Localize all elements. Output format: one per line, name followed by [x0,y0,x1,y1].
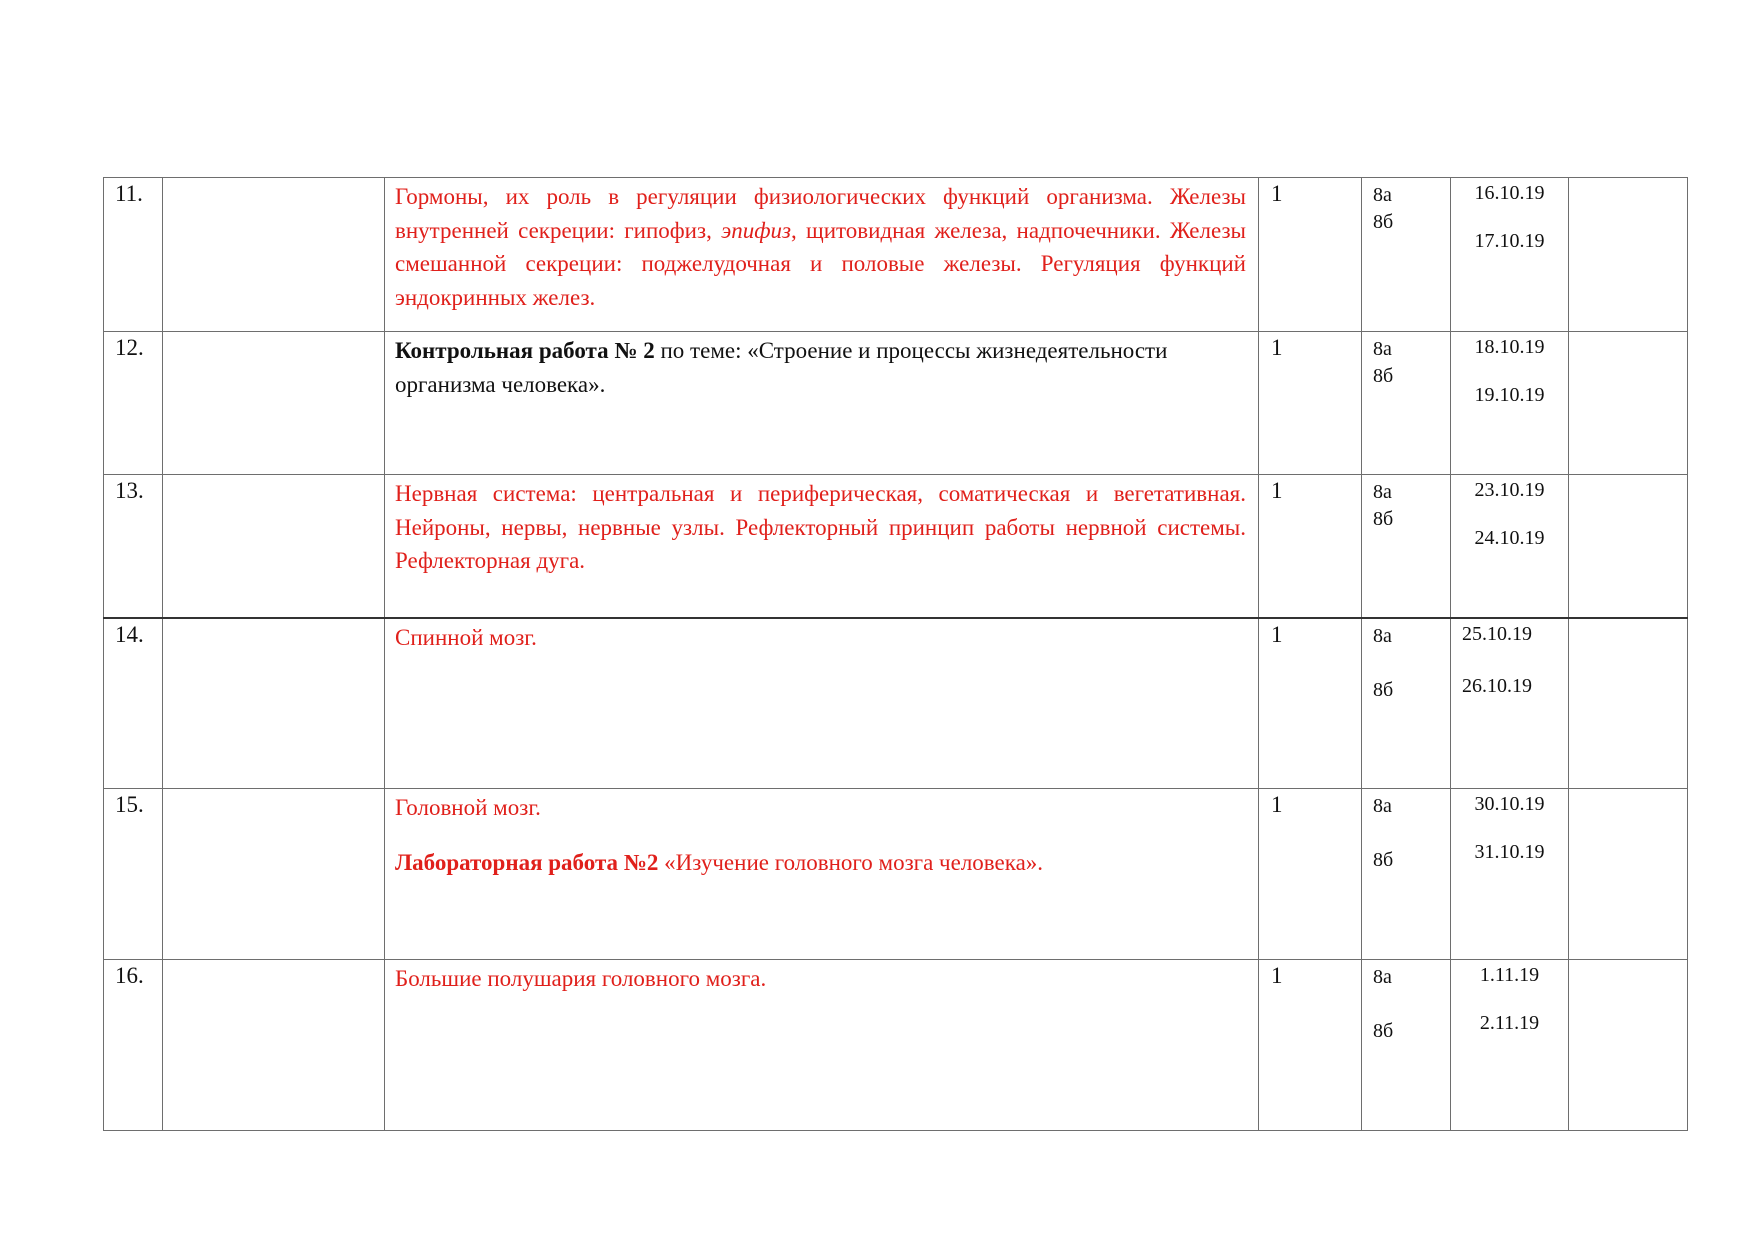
class-cell [1362,789,1451,960]
date-list [1451,960,1568,1036]
hours-cell [1259,960,1362,1131]
topic-text: , щитовидная железа, надпочечники. Железы смешанной секреции: поджелудочная и половые железы. Регуляция функций эндокринных желез. [395,217,1247,310]
class-list [1362,178,1450,236]
lesson-date: 19.10.19 [1474,384,1545,406]
lesson-date: 23.10.19 [1474,479,1545,501]
hours-cell [1259,475,1362,618]
empty-cell [163,332,385,475]
empty-cell [1569,178,1688,332]
lesson-date: 18.10.19 [1474,336,1545,358]
class-cell [1362,332,1451,475]
class-cell [1362,178,1451,332]
table-row [104,960,1688,1131]
lesson-date: 24.10.19 [1474,527,1545,549]
lesson-topic [385,178,1258,314]
hours-cell [1259,178,1362,332]
lesson-number-cell [104,178,163,332]
topic-text: Гормоны, их роль в регуляции физиологических функций организма. Железы внутренней секреции: гипофиз, [395,184,1246,243]
lesson-date: 16.10.19 [1474,182,1545,204]
lesson-date: 2.11.19 [1479,1012,1540,1034]
lesson-number-cell [104,475,163,618]
topic-cell [385,618,1259,789]
empty-cell [163,178,385,332]
lesson-date: 31.10.19 [1474,841,1545,863]
lesson-number-cell [104,332,163,475]
topic-cell [385,789,1259,960]
lesson-date: 30.10.19 [1474,793,1545,815]
empty-cell [1569,475,1688,618]
lesson-hours: 1 [1271,335,1283,360]
date-list [1451,619,1568,699]
class-label: 8а [1373,338,1392,360]
class-cell [1362,618,1451,789]
date-cell [1451,960,1569,1131]
table-row [104,332,1688,475]
date-cell [1451,475,1569,618]
class-label: 8а [1373,184,1392,206]
class-label: 8а [1373,481,1392,503]
topic-italic-text: эпифиз [721,217,792,243]
topic-text: по теме: «Строение и процессы жизнедеятельности организма человека». [395,338,1168,397]
topic-bold-text: Контрольная работа № 2 [395,338,655,363]
date-list [1451,789,1568,865]
lesson-topic: Нервная система: центральная и периферическая, соматическая и вегетативная. Нейроны, нервы, нервные узлы. Рефлекторный принцип работы нервной системы. Рефлекторная дуга. [395,481,1246,573]
hours-cell [1259,789,1362,960]
lesson-hours: 1 [1271,963,1283,988]
class-label: 8а [1373,966,1392,988]
empty-cell [163,789,385,960]
empty-cell [163,618,385,789]
lesson-hours: 1 [1271,181,1283,206]
table-row [104,178,1688,332]
lesson-topic: Большие полушария головного мозга. [395,966,767,991]
topic-bold-text: Лабораторная работа №2 [395,849,659,875]
lesson-topic [385,332,1258,401]
date-list [1451,332,1568,408]
lesson-number-cell [104,618,163,789]
class-label: 8б [1373,849,1394,871]
lesson-plan-table [103,177,1688,1131]
topic-text: «Изучение головного мозга человека». [658,849,1044,875]
date-list [1451,178,1568,254]
lesson-number-cell [104,960,163,1131]
class-label: 8б [1373,678,1394,701]
lesson-date: 17.10.19 [1474,230,1545,252]
table-row [104,618,1688,789]
class-label: 8б [1373,211,1394,233]
class-cell [1362,960,1451,1131]
empty-cell [1569,618,1688,789]
lesson-hours: 1 [1271,621,1283,647]
lesson-date: 26.10.19 [1462,674,1532,697]
empty-cell [1569,332,1688,475]
class-list [1362,332,1450,390]
table-row [104,789,1688,960]
lesson-hours: 1 [1271,478,1283,503]
lesson-topic: Спинной мозг. [395,624,537,650]
hours-cell [1259,618,1362,789]
lesson-topic [385,789,1258,879]
topic-cell [385,475,1259,618]
lesson-number: 16. [115,963,144,988]
date-list [1451,475,1568,551]
date-cell [1451,618,1569,789]
class-label: 8а [1373,624,1392,647]
date-cell [1451,178,1569,332]
lesson-number: 15. [115,792,144,817]
class-label: 8б [1373,365,1394,387]
empty-cell [1569,960,1688,1131]
date-cell [1451,789,1569,960]
topic-text: Головной мозг. [395,795,541,820]
topic-cell [385,332,1259,475]
lesson-number: 14. [115,621,144,647]
class-list [1362,960,1450,1045]
empty-cell [163,960,385,1131]
class-label: 8а [1373,795,1392,817]
lesson-number: 11. [115,181,143,206]
date-cell [1451,332,1569,475]
class-label: 8б [1373,1020,1394,1042]
lesson-number-cell [104,789,163,960]
lesson-number: 12. [115,335,144,360]
lesson-number: 13. [115,478,144,503]
empty-cell [1569,789,1688,960]
lesson-date: 1.11.19 [1479,964,1540,986]
lesson-date: 25.10.19 [1462,622,1532,645]
class-cell [1362,475,1451,618]
topic-cell [385,960,1259,1131]
class-list [1362,789,1450,874]
topic-cell [385,178,1259,332]
empty-cell [163,475,385,618]
class-list [1362,619,1450,704]
hours-cell [1259,332,1362,475]
table-row [104,475,1688,618]
lab-work-text [395,846,1246,880]
lesson-hours: 1 [1271,792,1283,817]
class-label: 8б [1373,508,1394,530]
class-list [1362,475,1450,533]
